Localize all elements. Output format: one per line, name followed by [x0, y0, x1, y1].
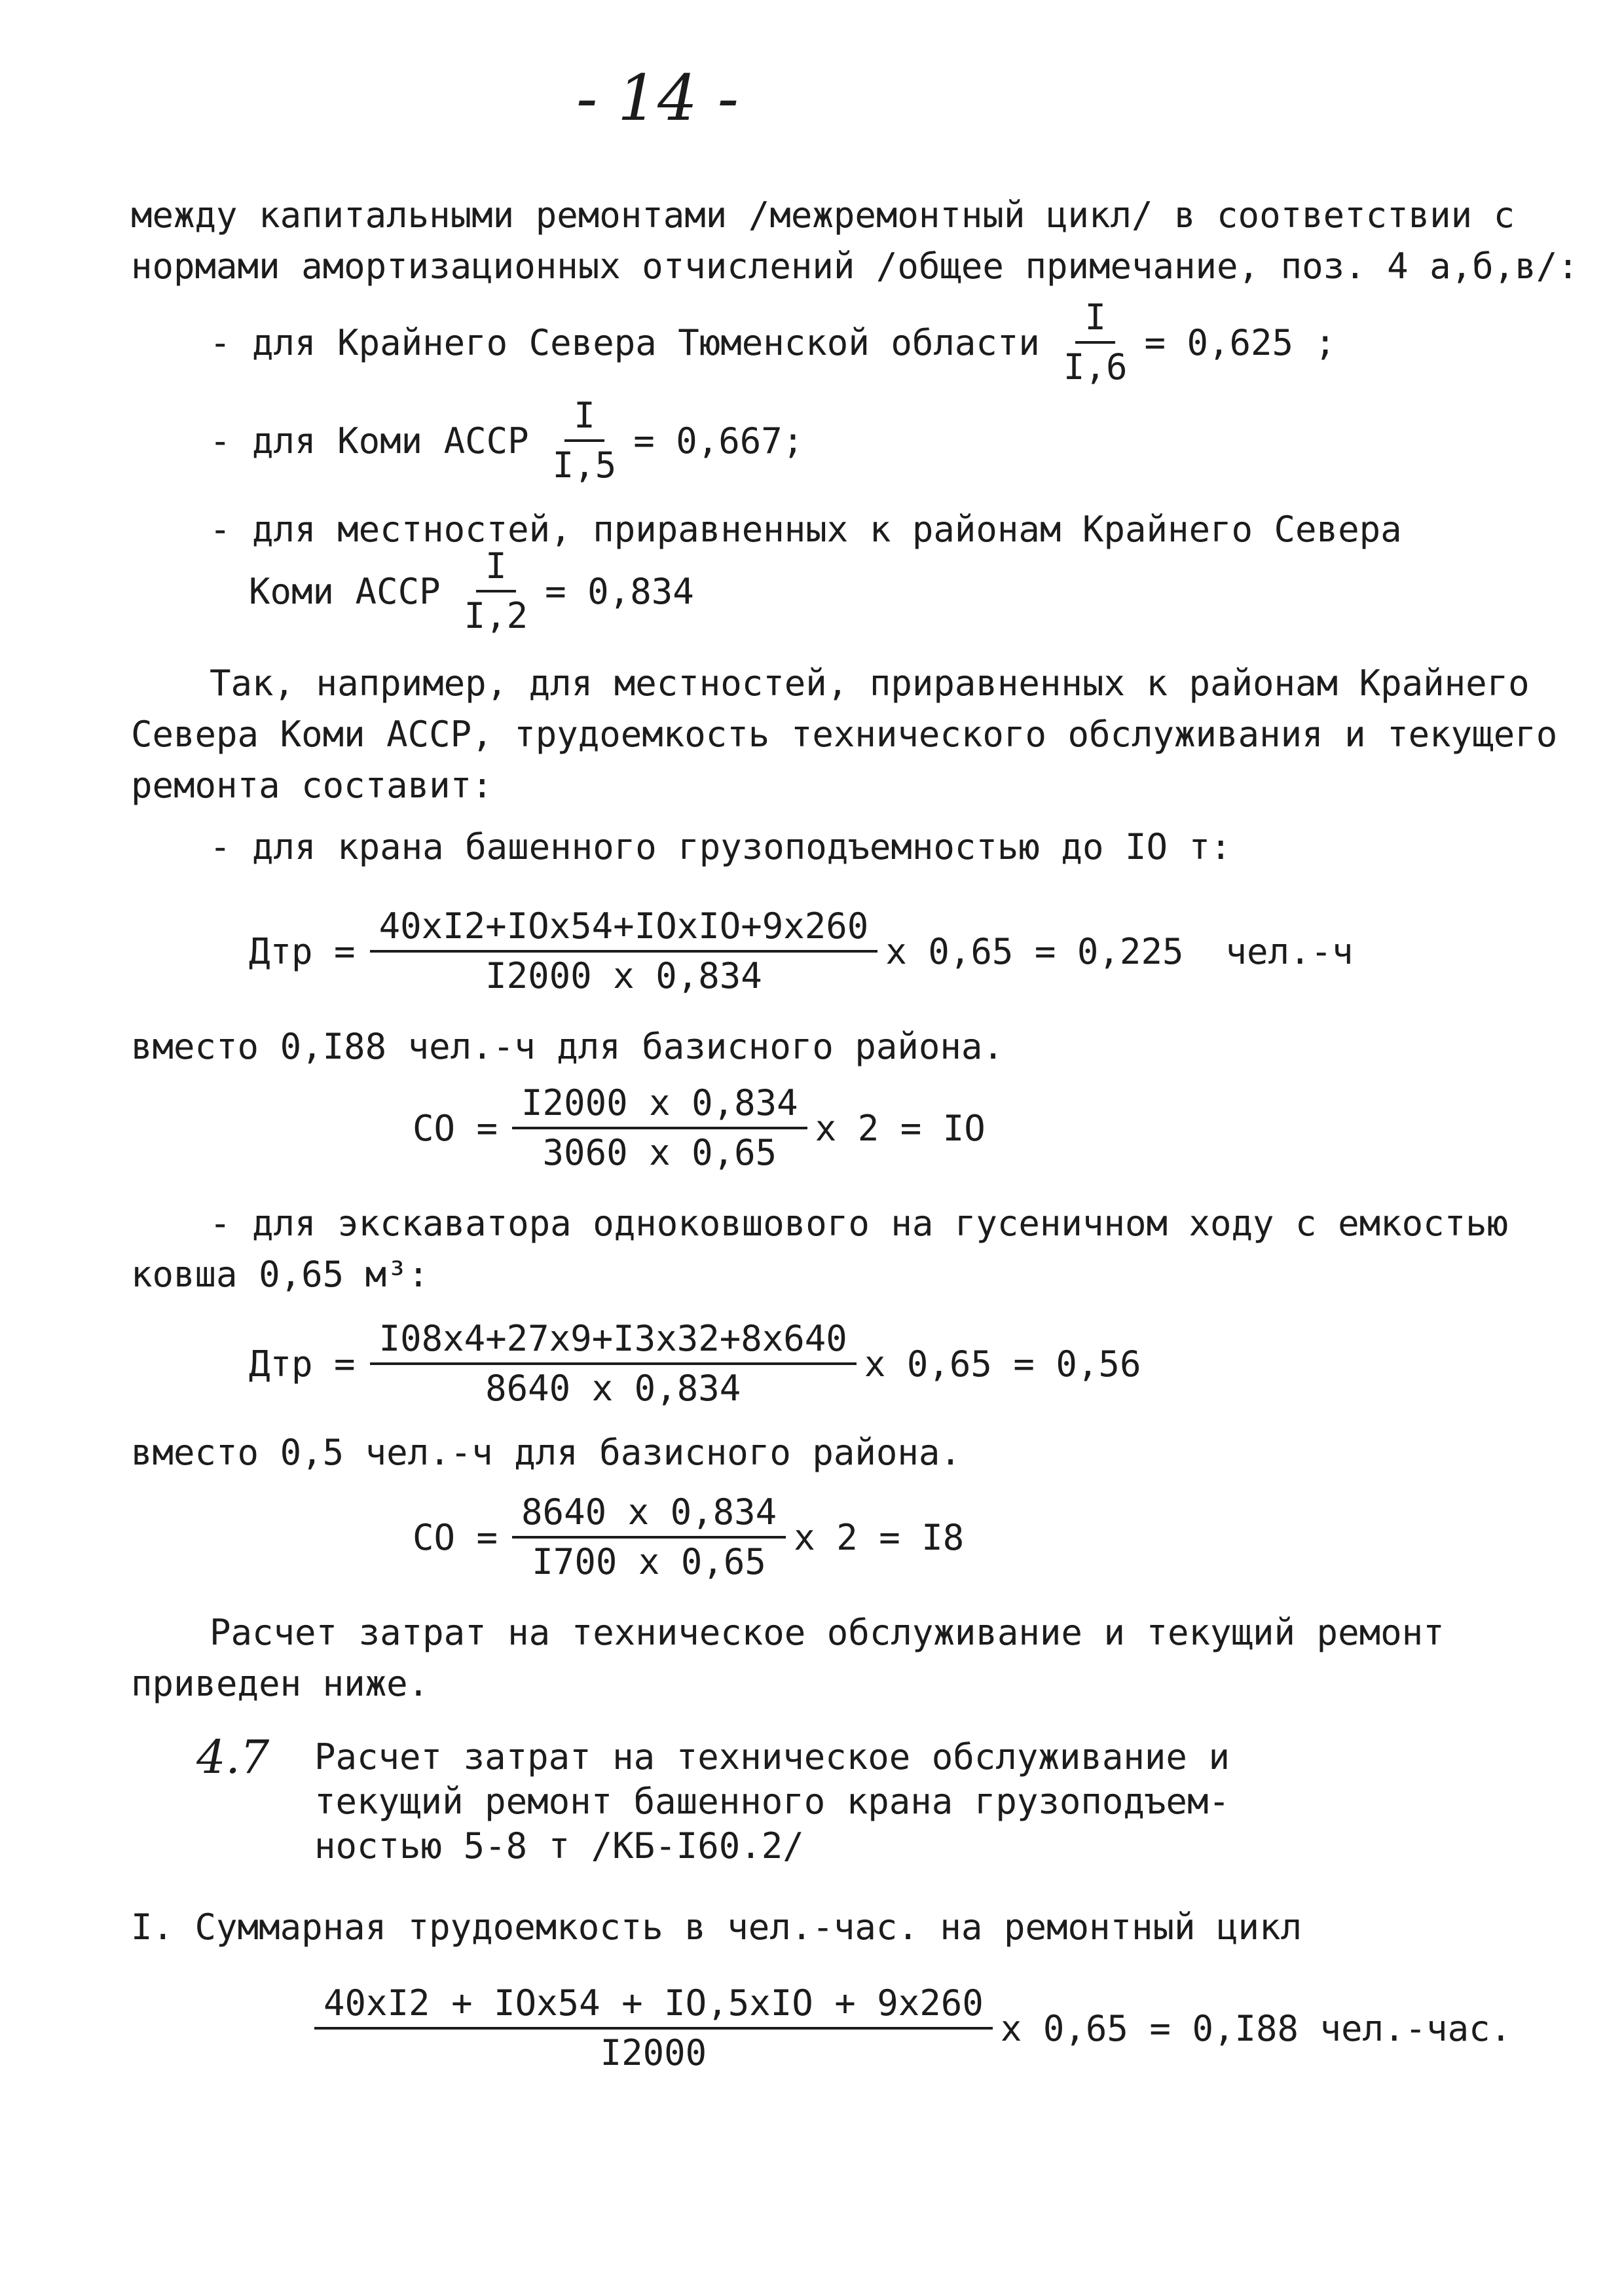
- example-line-1: Так, например, для местностей, приравненных к районам Крайнего: [210, 663, 1530, 704]
- formula-unit: чел.-ч: [1225, 930, 1354, 972]
- fraction: [370, 1319, 857, 1408]
- page-number: - 14 -: [576, 62, 739, 135]
- formula-lhs: Дтр =: [249, 930, 356, 972]
- coeff-label: - для Коми АССР: [210, 420, 529, 462]
- formula-rhs: x 0,65 = 0,225: [885, 930, 1184, 972]
- item1-formula: [308, 1984, 1519, 2073]
- fraction: [1054, 298, 1137, 387]
- section-line-3: ностью 5-8 т /КБ-I60.2/: [314, 1825, 804, 1867]
- formula-rhs: x 2 = I8: [794, 1516, 965, 1558]
- fraction-numerator: I: [1075, 298, 1115, 344]
- formula-lhs: Дтр =: [249, 1343, 356, 1385]
- excavator-paragraph: [131, 1198, 1508, 1300]
- crane-labor-formula: [249, 907, 1361, 996]
- coeff-label: Коми АССР: [249, 570, 441, 612]
- calc-line-1: Расчет затрат на техническое обслуживание и текущий ремонт: [210, 1612, 1445, 1653]
- fraction-denominator: I,6: [1063, 346, 1128, 388]
- coeff-komi: [210, 396, 811, 485]
- coeff-label: - для Крайнего Севера Тюменской области: [210, 321, 1040, 363]
- fraction-denominator: I,2: [464, 595, 528, 636]
- fraction: [544, 396, 626, 485]
- fraction-denominator: I2000 x 0,834: [485, 955, 762, 996]
- fraction-numerator: I08x4+27x9+I3x32+8x640: [370, 1319, 857, 1365]
- fraction-numerator: I: [564, 396, 604, 442]
- calc-paragraph: [131, 1607, 1445, 1709]
- fraction: [370, 907, 878, 996]
- fraction-numerator: 8640 x 0,834: [512, 1493, 786, 1539]
- formula-lhs: СО =: [413, 1516, 498, 1558]
- fraction-denominator: I2000: [600, 2032, 707, 2073]
- fraction-denominator: 8640 x 0,834: [485, 1368, 741, 1409]
- formula-rhs: x 2 = IO: [815, 1107, 986, 1149]
- coeff-local: [249, 547, 702, 636]
- fraction-denominator: I,5: [552, 445, 617, 486]
- crane-instead: вместо 0,I88 чел.-ч для базисного района.: [131, 1026, 1004, 1067]
- crane-co-formula: [413, 1084, 993, 1173]
- coeff-local-line-1: - для местностей, приравненных к районам Крайнего Севера: [210, 509, 1402, 550]
- fraction-numerator: 40xI2 + IOx54 + IO,5xIO + 9x260: [314, 1984, 993, 2030]
- coeff-result: = 0,667;: [633, 420, 804, 462]
- item1-text: I. Суммарная трудоемкость в чел.-час. на ремонтный цикл: [131, 1906, 1302, 1948]
- example-line-2: Севера Коми АССР, трудоемкость технического обслуживания и текущего: [131, 714, 1558, 755]
- section-line-2: текущий ремонт башенного крана грузоподъем-: [314, 1781, 1230, 1822]
- excavator-instead: вместо 0,5 чел.-ч для базисного района.: [131, 1432, 961, 1473]
- formula-lhs: СО =: [413, 1107, 498, 1149]
- excavator-labor-formula: [249, 1319, 1149, 1408]
- excavator-line-1: - для экскаватора одноковшового на гусеничном ходу с емкостью: [210, 1203, 1509, 1244]
- intro-line-1: между капитальными ремонтами /межремонтный цикл/ в соответствии с: [131, 194, 1515, 236]
- intro-line-2: нормами амортизационных отчислений /общее примечание, поз. 4 а,б,в/:: [131, 246, 1579, 287]
- crane-label: - для крана башенного грузоподъемностью до IO т:: [210, 826, 1232, 867]
- intro-paragraph: [131, 190, 1579, 292]
- fraction: [314, 1984, 993, 2073]
- fraction: [512, 1493, 786, 1582]
- fraction: [512, 1084, 807, 1173]
- example-paragraph: [131, 658, 1557, 811]
- fraction-numerator: I: [476, 547, 516, 592]
- formula-rhs: x 0,65 = 0,56: [864, 1343, 1141, 1385]
- formula-rhs: x 0,65 = 0,I88 чел.-час.: [1000, 2007, 1512, 2049]
- fraction-numerator: I2000 x 0,834: [512, 1084, 807, 1129]
- fraction: [455, 547, 538, 636]
- coeff-result: = 0,625 ;: [1144, 321, 1337, 363]
- excavator-line-2: ковша 0,65 м³:: [131, 1254, 430, 1295]
- calc-line-2: приведен ниже.: [131, 1663, 430, 1704]
- fraction-denominator: 3060 x 0,65: [542, 1132, 777, 1173]
- coeff-tyumen: [210, 298, 1344, 387]
- fraction-denominator: I700 x 0,65: [532, 1541, 766, 1582]
- coeff-result: = 0,834: [545, 570, 694, 612]
- section-heading: [314, 1735, 1230, 1868]
- example-line-3: ремонта составит:: [131, 765, 493, 806]
- section-line-1: Расчет затрат на техническое обслуживание и: [314, 1736, 1230, 1777]
- section-number: 4.7: [196, 1730, 270, 1784]
- excavator-co-formula: [413, 1493, 972, 1582]
- fraction-numerator: 40xI2+IOx54+IOxIO+9x260: [370, 907, 878, 953]
